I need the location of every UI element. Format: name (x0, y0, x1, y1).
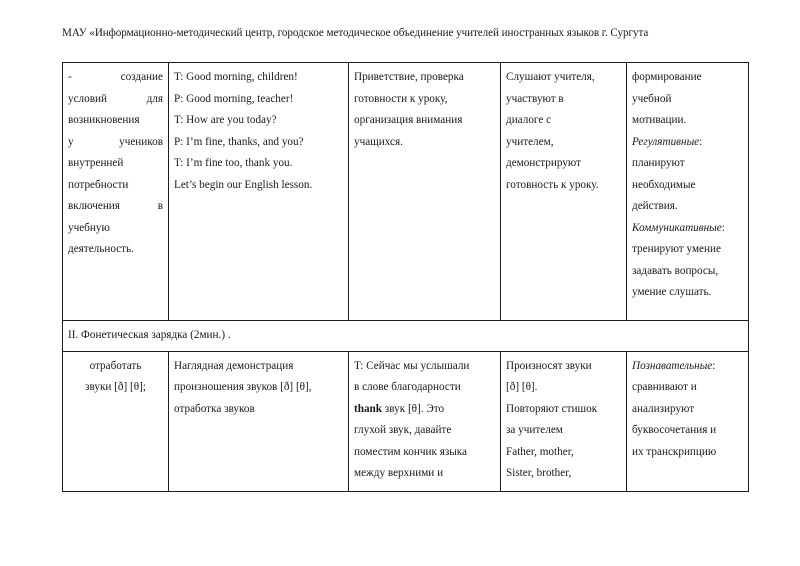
text-line: деятельность. (68, 243, 134, 255)
teacher-activity-text (174, 356, 343, 421)
text-line: возникновения (68, 114, 140, 126)
uud-detail-text: тренируют умение (632, 243, 721, 255)
text-line: T: Сейчас мы услышали (354, 359, 470, 372)
text-line: диалоге с (506, 114, 552, 126)
text-line: T: I’m fine too, thank you. (174, 157, 293, 169)
text-line: потребности (68, 178, 129, 191)
teacher-activity-text (174, 67, 343, 196)
text-line: глухой звук, давайте (354, 424, 452, 436)
uud-detail-text: действия. (632, 200, 678, 212)
text-line (632, 282, 743, 304)
lesson-plan-table (62, 62, 749, 492)
text-line: Познавательные: (632, 359, 716, 372)
text-line: произношения звуков [ð] [θ], (174, 381, 312, 393)
uud-detail-text: сравнивают и (632, 381, 697, 393)
cell-teacher-activity (169, 63, 349, 321)
text-line: звуки [ð] [θ]; (85, 381, 146, 393)
uud-text (632, 67, 743, 304)
text-line (632, 89, 743, 111)
text-line: учителем, (506, 135, 554, 148)
text-line: отработать (89, 359, 142, 372)
text-line: T: Good morning, children! (174, 71, 298, 83)
table-row (63, 63, 749, 321)
text-line: - создание (68, 71, 163, 83)
text-line: Повторяют стишок (506, 402, 598, 415)
text-line: Произносят звуки (506, 359, 592, 372)
text-line: организация внимания (354, 114, 463, 126)
section-header-label: II. Фонетическая зарядка (2мин.) . (63, 321, 749, 352)
text-line (632, 377, 743, 399)
uud-detail-text: планируют (632, 157, 685, 169)
text-line: за учителем (506, 424, 563, 436)
goal-text (68, 356, 163, 399)
student-activity-text (506, 356, 621, 485)
uud-category-label: Регулятивные (632, 135, 700, 148)
text-line: готовность к уроку. (506, 178, 599, 191)
uud-detail-text: умение слушать. (632, 286, 712, 298)
text-line (632, 153, 743, 175)
text-line: Sister, brother, (506, 467, 572, 479)
document-header: МАУ «Информационно-методический центр, городское методическое объединение учителей иностранных языков г. Сургута (62, 27, 649, 39)
text-line: у учеников (68, 135, 163, 148)
uud-category-label: Коммуникативные (632, 221, 722, 234)
text-line: Наглядная демонстрация (174, 359, 294, 372)
cell-student-activity (501, 351, 627, 491)
text-line: [ð] [θ]. (506, 381, 538, 393)
uud-detail-text: мотивации. (632, 114, 687, 126)
text-line: учебную (68, 221, 110, 234)
text-line (632, 420, 743, 442)
table-row-section (63, 321, 749, 352)
uud-detail-text: буквосочетания и (632, 424, 717, 436)
text-line: P: I’m fine, thanks, and you? (174, 135, 304, 148)
text-line: T: How are you today? (174, 114, 277, 126)
text-line (632, 399, 743, 421)
text-line (632, 175, 743, 197)
text-line: отработка звуков (174, 402, 255, 415)
uud-text (632, 356, 743, 464)
cell-goal (63, 63, 169, 321)
table-row (63, 351, 749, 491)
stage-description-text (354, 67, 495, 153)
uud-detail-text: анализируют (632, 402, 695, 415)
text-line: Коммуникативные: (632, 221, 725, 234)
uud-detail-text: задавать вопросы, (632, 264, 719, 277)
text-line: Приветствие, проверка (354, 71, 464, 83)
text-line: включения в (68, 200, 163, 212)
stage-description-text (354, 356, 495, 485)
text-line: условий для (68, 92, 163, 105)
cell-teacher-activity (169, 351, 349, 491)
text-line: Father, mother, (506, 445, 574, 458)
text-line: демонстрируют (506, 157, 582, 169)
text-line: Регулятивные: (632, 135, 703, 148)
cell-student-activity (501, 63, 627, 321)
cell-stage-description (349, 63, 501, 321)
text-line: между верхними и (354, 467, 444, 479)
goal-text (68, 67, 163, 261)
student-activity-text (506, 67, 621, 196)
text-line: в слове благодарности (354, 381, 461, 393)
emphasised-word: thank (354, 402, 382, 415)
text-line: P: Good morning, teacher! (174, 92, 294, 105)
uud-detail-text: формирование (632, 71, 702, 83)
uud-detail-text: учебной (632, 92, 672, 105)
text-line (632, 110, 743, 132)
cell-goal (63, 351, 169, 491)
cell-uud (627, 63, 749, 321)
text-line: внутренней (68, 157, 124, 169)
uud-category-label: Познавательные (632, 359, 713, 372)
cell-stage-description (349, 351, 501, 491)
text-line (632, 239, 743, 261)
text-line (632, 442, 743, 464)
text-line (632, 196, 743, 218)
text-line: поместим кончик языка (354, 445, 468, 458)
cell-uud (627, 351, 749, 491)
text-line: участвуют в (506, 92, 564, 105)
text-line (632, 261, 743, 283)
text-line: Слушают учителя, (506, 71, 595, 83)
text-line (632, 67, 743, 89)
text-line: учащихся. (354, 135, 403, 148)
text-line: thank звук [θ]. Это (354, 402, 445, 415)
text-line: Let’s begin our English lesson. (174, 178, 313, 191)
uud-detail-text: их транскрипцию (632, 445, 717, 458)
text-line: готовности к уроку, (354, 92, 448, 105)
uud-detail-text: необходимые (632, 178, 696, 191)
